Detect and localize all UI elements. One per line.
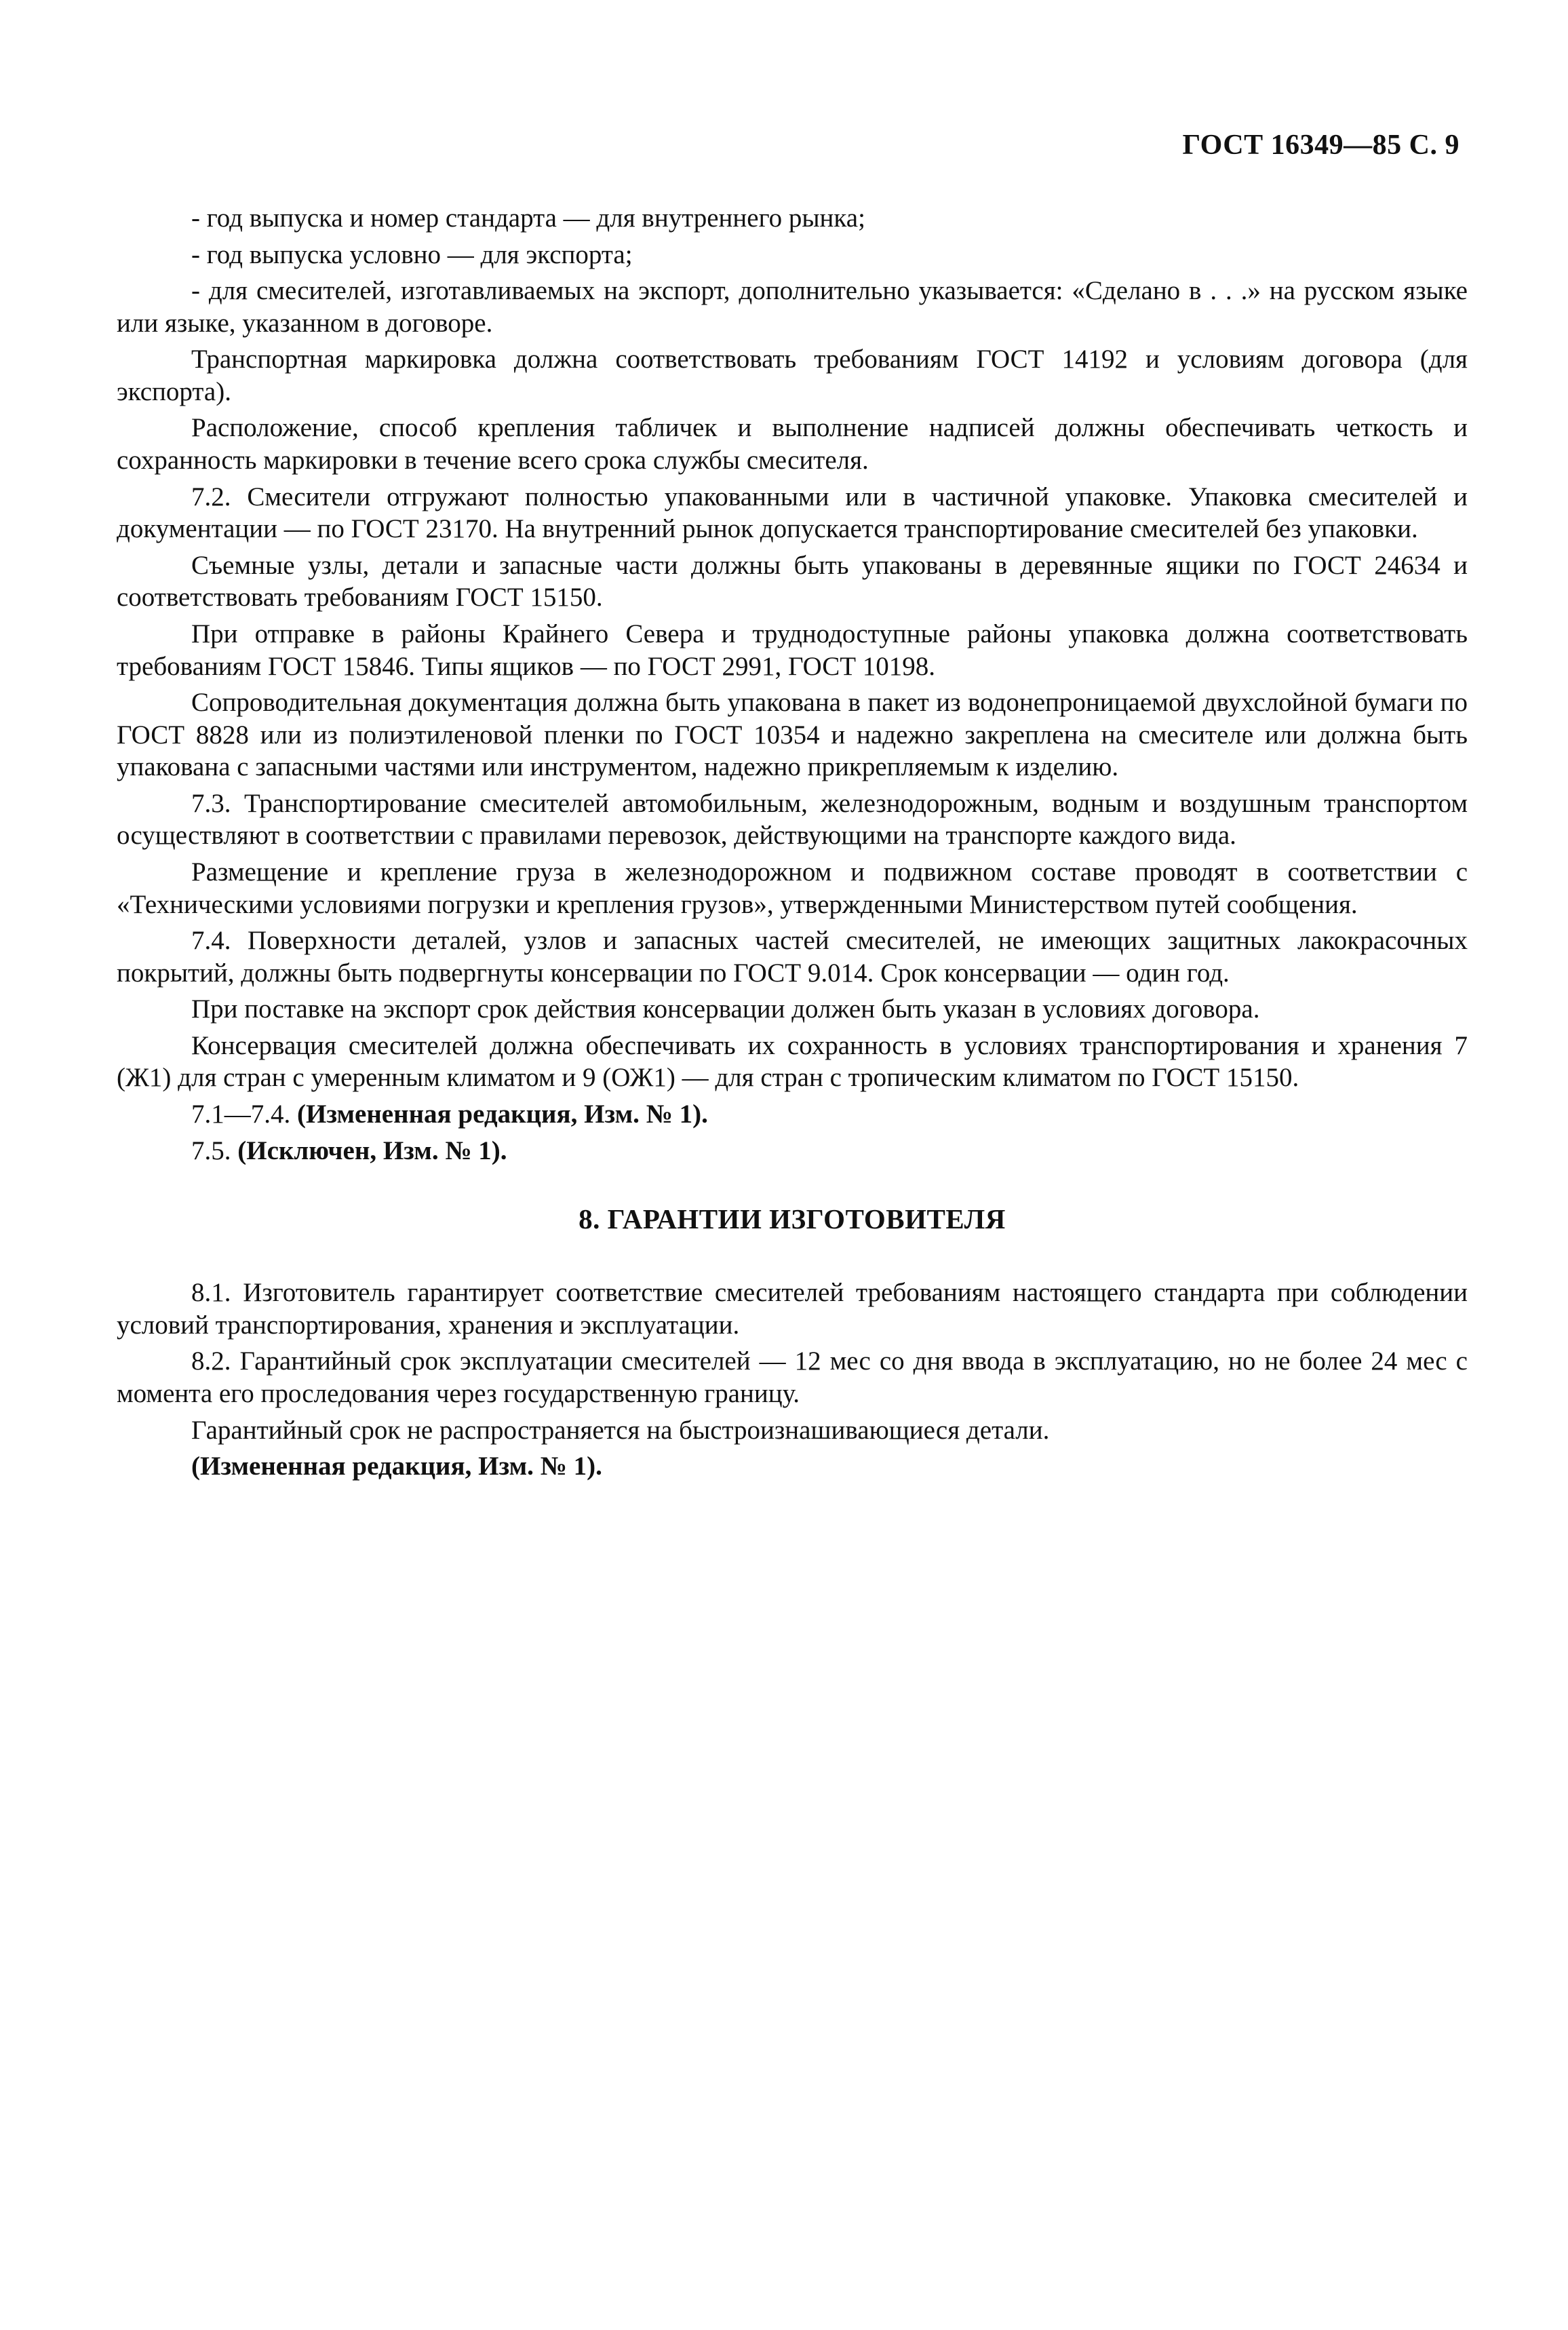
paragraph-transport-marking: Транспортная маркировка должна соответствовать требованиям ГОСТ 14192 и условиям договора (для экспорта). [117,345,1468,406]
page-header-doc-ref: ГОСТ 16349—85 С. 9 [1182,130,1459,161]
paragraph-far-north: При отправке в районы Крайнего Севера и труднодоступные районы упаковка должна соответствовать требованиям ГОСТ 15846. Типы ящиков — по ГОСТ 2991, ГОСТ 10198. [117,619,1468,681]
list-item-release-year-domestic: - год выпуска и номер стандарта — для внутреннего рынка; [191,203,865,233]
paragraph-7-2-packaging: 7.2. Смесители отгружают полностью упакованными или в частичной упаковке. Упаковка смесителей и документации — по ГОСТ 23170. На внутренний рынок допускается транспортирование смесителей без упаковки. [117,482,1468,544]
paragraph-documentation-packaging: Сопроводительная документация должна быть упакована в пакет из водонепроницаемой двухслойной бумаги по ГОСТ 8828 или из полиэтиленовой пленки по ГОСТ 10354 и надежно закреплена на смесителе или должна быть упакована с запасными частями или инструментом, надежно прикрепляемым к изделию. [117,688,1468,782]
paragraph-plate-placement: Расположение, способ крепления табличек и выполнение надписей должны обеспечивать четкость и сохранность маркировки в течение всего срока службы смесителя. [117,413,1468,475]
paragraph-conservation-storage: Консервация смесителей должна обеспечивать их сохранность в условиях транспортирования и хранения 7 (Ж1) для стран с умеренным климатом и 9 (ОЖ1) — для стран с тропическим климатом по ГОСТ 15150. [117,1030,1468,1093]
amendment-note-7-1-7-4 [117,1098,1468,1131]
amendment-note-7-5 [117,1135,1468,1167]
list-item-release-year-export: - год выпуска условно — для экспорта; [191,239,633,269]
amendment-note-section-8: (Измененная редакция, Изм. № 1). [191,1452,602,1481]
amendment-ref-7-1-7-4: 7.1—7.4. [191,1100,297,1129]
section-heading-warranty: 8. ГАРАНТИИ ИЗГОТОВИТЕЛЯ [579,1203,1006,1235]
document-body [117,202,1468,1487]
paragraph-cargo-placement: Размещение и крепление груза в железнодорожном и подвижном составе проводят в соответствии с «Техническими условиями погрузки и крепления грузов», утвержденными Министерством путей сообщения. [117,857,1468,919]
paragraph-wearing-parts: Гарантийный срок не распространяется на быстроизнашивающиеся детали. [191,1415,1050,1445]
paragraph-removable-parts: Съемные узлы, детали и запасные части должны быть упакованы в деревянные ящики по ГОСТ 24634 и соответствовать требованиям ГОСТ 15150. [117,550,1468,613]
paragraph-7-3-transport: 7.3. Транспортирование смесителей автомобильным, железнодорожным, водным и воздушным транспортом осуществляют в соответствии с правилами перевозок, действующими на транспорте каждого вида. [117,788,1468,851]
amendment-text-7-5: (Исключен, Изм. № 1). [237,1135,507,1165]
paragraph-8-2-warranty-period: 8.2. Гарантийный срок эксплуатации смесителей — 12 мес со дня ввода в эксплуатацию, но не более 24 мес с момента его проследования через государственную границу. [117,1346,1468,1408]
list-item-export-made-in: - для смесителей, изготавливаемых на экспорт, дополнительно указывается: «Сделано в . . .» на русском языке или языке, указанном в договоре. [117,276,1468,338]
amendment-ref-7-5: 7.5. [191,1135,238,1165]
paragraph-export-conservation: При поставке на экспорт срок действия консервации должен быть указан в условиях договора. [191,994,1260,1024]
amendment-text-7-1-7-4: (Измененная редакция, Изм. № 1). [297,1100,708,1129]
paragraph-8-1-warranty: 8.1. Изготовитель гарантирует соответствие смесителей требованиям настоящего стандарта при соблюдении условий транспортирования, хранения и эксплуатации. [117,1278,1468,1340]
paragraph-7-4-conservation: 7.4. Поверхности деталей, узлов и запасных частей смесителей, не имеющих защитных лакокрасочных покрытий, должны быть подвергнуты консервации по ГОСТ 9.014. Срок консервации — один год. [117,926,1468,988]
